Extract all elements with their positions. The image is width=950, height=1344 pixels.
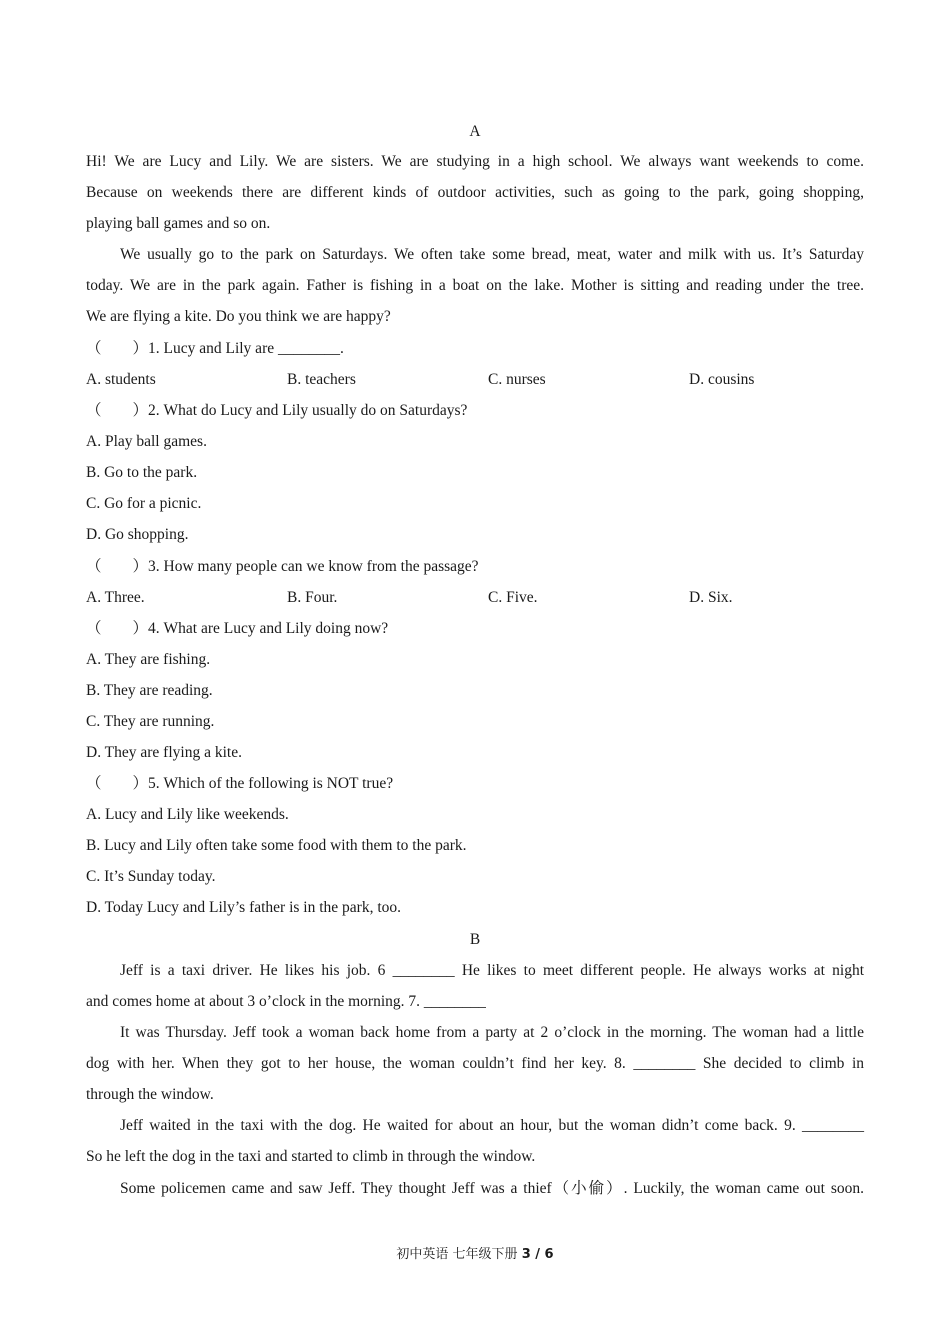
q3-option-a: A. Three. (86, 589, 145, 606)
passage-b-para3-line2: So he left the dog in the taxi and started to climb in through the window. (86, 1148, 536, 1165)
question-1: （ ）1. Lucy and Lily are ________. (86, 340, 344, 357)
q4-option-a: A. They are fishing. (86, 651, 211, 668)
question-3: （ ）3. How many people can we know from the passage? (86, 558, 479, 575)
q1-option-a: A. students (86, 371, 156, 388)
passage-b-para2-line3: through the window. (86, 1086, 214, 1103)
page-footer (0, 1246, 950, 1264)
section-b-heading: B (469, 931, 481, 948)
passage-a-para2-line3: We are flying a kite. Do you think we are happy? (86, 308, 391, 325)
q2-option-b: B. Go to the park. (86, 464, 198, 481)
q1-option-c: C. nurses (488, 371, 546, 388)
q4-option-c: C. They are running. (86, 713, 215, 730)
q5-option-a: A. Lucy and Lily like weekends. (86, 806, 289, 823)
q2-option-a: A. Play ball games. (86, 433, 207, 450)
q2-option-c: C. Go for a picnic. (86, 495, 202, 512)
passage-b-para2-line2: dog with her. When they got to her house, the woman couldn’t find her key. 8. ________ She decided to climb in (86, 1055, 864, 1072)
page-number: 3 / 6 (521, 1247, 554, 1262)
q1-option-d: D. cousins (689, 371, 755, 388)
passage-b-para1-line1: Jeff is a taxi driver. He likes his job. 6 ________ He likes to meet different people. He always works at night (120, 962, 864, 979)
passage-a-para2-line1: We usually go to the park on Saturdays. We often take some bread, meat, water and milk with us. It’s Saturday (120, 246, 864, 263)
passage-b-para3-line1: Jeff waited in the taxi with the dog. He waited for about an hour, but the woman didn’t come back. 9. ________ (120, 1117, 864, 1134)
passage-a-para1-line3: playing ball games and so on. (86, 215, 271, 232)
q1-option-b: B. teachers (287, 371, 356, 388)
passage-a-para1-line2: Because on weekends there are different kinds of outdoor activities, such as going to the park, going shopping, (86, 184, 864, 201)
q4-option-b: B. They are reading. (86, 682, 213, 699)
q5-option-c: C. It’s Sunday today. (86, 868, 216, 885)
passage-b-para4-line1: Some policemen came and saw Jeff. They thought Jeff was a thief（小偷）. Luckily, the woman came out soon. (120, 1180, 864, 1197)
q2-option-d: D. Go shopping. (86, 526, 189, 543)
q5-option-d: D. Today Lucy and Lily’s father is in the park, too. (86, 899, 402, 916)
passage-a-para2-line2: today. We are in the park again. Father is fishing in a boat on the lake. Mother is sitting and reading under the tree. (86, 277, 864, 294)
question-2: （ ）2. What do Lucy and Lily usually do on Saturdays? (86, 402, 468, 419)
footer-label: 初中英语 七年级下册 (396, 1247, 522, 1262)
passage-b-para1-line2: and comes home at about 3 o’clock in the morning. 7. ________ (86, 993, 486, 1010)
question-4: （ ）4. What are Lucy and Lily doing now? (86, 620, 389, 637)
section-a-heading: A (469, 123, 481, 140)
q4-option-d: D. They are flying a kite. (86, 744, 242, 761)
q3-option-d: D. Six. (689, 589, 733, 606)
passage-a-para1-line1: Hi! We are Lucy and Lily. We are sisters. We are studying in a high school. We always want weekends to come. (86, 153, 864, 170)
q3-option-b: B. Four. (287, 589, 338, 606)
q3-option-c: C. Five. (488, 589, 538, 606)
q5-option-b: B. Lucy and Lily often take some food with them to the park. (86, 837, 467, 854)
question-5: （ ）5. Which of the following is NOT true? (86, 775, 394, 792)
passage-b-para2-line1: It was Thursday. Jeff took a woman back home from a party at 2 o’clock in the morning. The woman had a little (120, 1024, 864, 1041)
